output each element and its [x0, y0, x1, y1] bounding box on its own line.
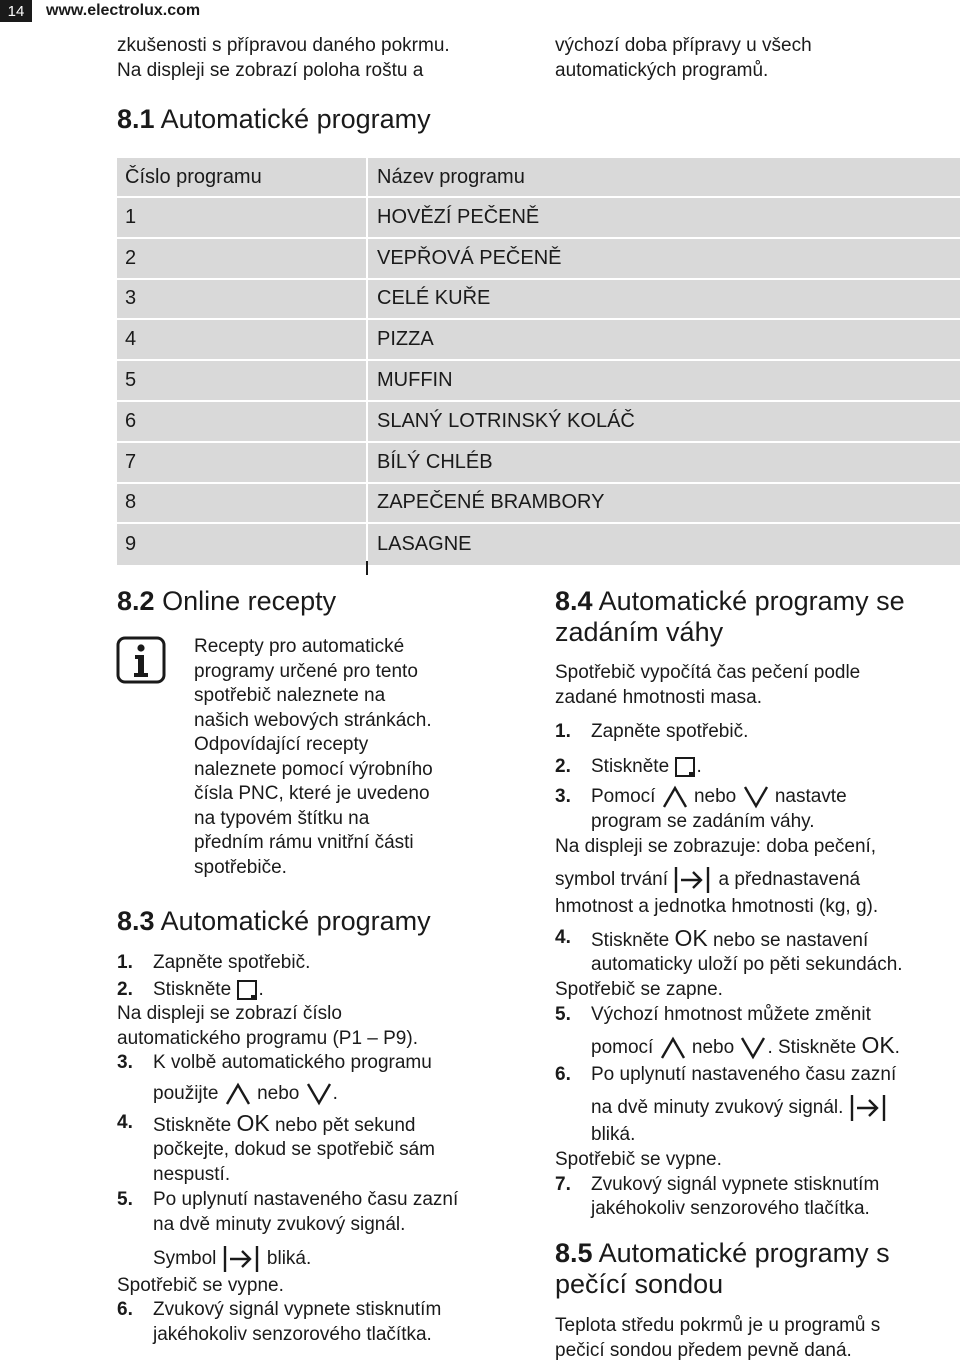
step-number: 3.	[555, 786, 571, 808]
step-text-part: nebo	[693, 786, 737, 808]
step-1	[117, 951, 517, 976]
step-text	[153, 1188, 517, 1273]
note-part: a přednastavená	[718, 869, 861, 891]
step-text-line: Výchozí hmotnost můžete změnit	[591, 1003, 871, 1025]
down-arrow-icon	[742, 785, 770, 809]
step-5-note: Spotřebič se vypne.	[117, 1274, 284, 1296]
program-number: 6	[117, 402, 368, 441]
step-text-line	[591, 1093, 955, 1123]
page-number: 14	[0, 0, 32, 22]
table-header-name: Název programu	[377, 165, 525, 188]
section-title: pečící sondou	[555, 1269, 724, 1299]
note-line: spotřebiče.	[194, 856, 287, 878]
program-number: 1	[117, 198, 368, 237]
program-name: PIZZA	[377, 328, 434, 351]
step-number: 3.	[117, 1052, 133, 1074]
step-text-part: použijte	[153, 1082, 219, 1104]
intro-left-line: Na displeji se zobrazí poloha roštu a	[117, 59, 424, 81]
duration-icon	[222, 1244, 262, 1274]
step-text-line: Zvukový signál vypnete stisknutím	[153, 1299, 442, 1321]
step-3	[555, 785, 955, 834]
ok-icon: OK	[674, 924, 708, 951]
ok-icon: OK	[236, 1109, 270, 1136]
table-row	[117, 524, 960, 565]
step-text-part: .	[332, 1082, 338, 1104]
step-number: 7.	[555, 1173, 571, 1195]
step-number: 1.	[555, 721, 571, 743]
step-text-part: nastavte	[774, 786, 847, 808]
program-name: SLANÝ LOTRINSKÝ KOLÁČ	[377, 409, 635, 432]
step-1	[555, 720, 955, 745]
step-text-part: nebo se nastavení	[712, 929, 869, 951]
step-text-part: Symbol	[153, 1247, 217, 1269]
table-row	[117, 361, 960, 402]
heading-8-1	[117, 104, 431, 135]
down-arrow-icon	[305, 1082, 333, 1106]
display-note	[555, 865, 955, 895]
step-number: 6.	[555, 1063, 571, 1085]
step-text-line: jakéhokoliv senzorového tlačítka.	[591, 1198, 870, 1220]
info-icon	[116, 636, 166, 684]
step-text-line	[591, 926, 955, 954]
step-text-line	[153, 1082, 517, 1107]
step-number: 5.	[555, 1003, 571, 1025]
note-line: spotřebič naleznete na	[194, 685, 386, 706]
section-title: Automatické programy	[160, 104, 431, 134]
step-5	[555, 1003, 955, 1061]
program-number: 8	[117, 484, 368, 523]
step-text-line	[591, 1033, 955, 1061]
duration-icon	[673, 865, 713, 895]
paragraph-line: Spotřebič vypočítá čas pečení podle	[555, 662, 861, 683]
heading-8-2	[117, 586, 336, 617]
table-row	[117, 198, 960, 239]
step-number: 4.	[117, 1111, 133, 1133]
intro-right-line: výchozí doba přípravy u všech	[555, 35, 812, 56]
table-row	[117, 239, 960, 280]
step-text-line: program se zadáním váhy.	[591, 810, 815, 832]
paragraph-line: pečicí sondou předem pevně daná.	[555, 1339, 852, 1361]
step-text-part: .	[258, 978, 264, 1000]
paragraph-line: Teplota středu pokrmů je u programů s	[555, 1315, 881, 1336]
up-arrow-icon	[661, 785, 689, 809]
heading-line	[555, 1238, 890, 1269]
step-5	[117, 1188, 517, 1273]
steps-8-3	[117, 951, 517, 1347]
step-text	[153, 1111, 517, 1188]
step-number: 5.	[117, 1189, 133, 1211]
step-6	[117, 1298, 517, 1347]
step-text-part: Stiskněte	[153, 978, 232, 1000]
step-text-part: nebo pět sekund	[274, 1114, 416, 1136]
step-text	[591, 785, 955, 834]
note-line: Recepty pro automatické	[194, 636, 405, 657]
program-table	[117, 158, 960, 565]
step-text-line	[153, 1111, 517, 1139]
step-text	[591, 1063, 955, 1148]
program-name: MUFFIN	[377, 369, 453, 392]
step-4	[117, 1111, 517, 1188]
program-number: 7	[117, 443, 368, 482]
step-4-note: Spotřebič se zapne.	[555, 978, 723, 1000]
table-row	[117, 484, 960, 525]
step-text	[591, 755, 955, 780]
program-button-icon	[674, 756, 696, 778]
ok-icon: OK	[861, 1032, 895, 1059]
display-note: hmotnost a jednotka hmotnosti (kg, g).	[555, 896, 879, 918]
section-number: 8.2	[117, 586, 155, 616]
note-part: symbol trvání	[555, 869, 668, 891]
step-number: 6.	[117, 1299, 133, 1321]
step-number: 4.	[555, 926, 571, 948]
table-header-number: Číslo programu	[117, 158, 368, 196]
table-row	[117, 443, 960, 484]
step-3	[117, 1051, 517, 1106]
step-text-part: Stiskněte	[591, 929, 670, 951]
note-line: na typovém štítku na	[194, 807, 370, 829]
section-number: 8.5	[555, 1238, 593, 1268]
step-text-part: . Stiskněte	[767, 1037, 857, 1059]
step-7	[555, 1173, 955, 1222]
step-text-part: nebo	[257, 1082, 300, 1104]
step-text-part: .	[696, 755, 702, 777]
program-name: BÍLÝ CHLÉB	[377, 450, 493, 473]
program-button-icon	[236, 979, 258, 1001]
program-name: LASAGNE	[377, 533, 472, 556]
step-text	[591, 1173, 955, 1222]
table-row	[117, 402, 960, 443]
table-header-row	[117, 158, 960, 198]
table-row	[117, 320, 960, 361]
site-url[interactable]: www.electrolux.com	[46, 2, 201, 19]
program-number: 9	[117, 524, 368, 565]
step-text-part: Pomocí	[591, 786, 656, 808]
step-text	[153, 978, 517, 1003]
down-arrow-icon	[739, 1036, 767, 1060]
program-number: 3	[117, 280, 368, 319]
note-line: naleznete pomocí výrobního	[194, 758, 433, 780]
table-row	[117, 280, 960, 321]
content-8-5	[555, 1314, 880, 1363]
section-number: 8.1	[117, 104, 155, 134]
intro-left	[117, 34, 450, 83]
step-text-line: automaticky uloží po pěti sekundách.	[591, 954, 903, 976]
step-number: 2.	[117, 978, 133, 1000]
heading-8-5	[555, 1238, 890, 1300]
up-arrow-icon	[659, 1036, 687, 1060]
heading-8-4	[555, 586, 905, 648]
duration-icon	[849, 1093, 889, 1123]
step-number: 1.	[117, 952, 133, 973]
program-number: 4	[117, 320, 368, 359]
step-text-part: pomocí	[591, 1037, 654, 1059]
step-text-line: K volbě automatického programu	[153, 1052, 432, 1074]
section-title: Automatické programy se	[598, 586, 905, 616]
intro-right	[555, 34, 812, 83]
program-name: VEPŘOVÁ PEČENĚ	[377, 246, 562, 269]
step-4	[555, 926, 955, 978]
note-line: našich webových stránkách.	[194, 709, 432, 731]
paragraph-line: zadané hmotnosti masa.	[555, 686, 763, 708]
section-number: 8.3	[117, 906, 155, 936]
intro-right-line: automatických programů.	[555, 59, 769, 81]
step-text-line	[153, 1244, 517, 1274]
step-text	[153, 1298, 517, 1347]
heading-8-3	[117, 906, 431, 937]
step-text	[591, 1003, 955, 1061]
step-text-line: bliká.	[591, 1124, 636, 1146]
step-text: Zapněte spotřebič.	[591, 721, 749, 743]
step-2-note: Na displeji se zobrazí číslo	[117, 1003, 342, 1025]
online-recipes-note	[194, 635, 433, 880]
note-line: čísla PNC, které je uvedeno	[194, 783, 430, 804]
step-text-part: .	[894, 1037, 900, 1059]
program-name: ZAPEČENÉ BRAMBORY	[377, 491, 605, 514]
step-number: 2.	[555, 755, 571, 777]
page-header	[0, 0, 200, 22]
step-text-line: nespustí.	[153, 1163, 231, 1185]
step-text-part: nebo	[691, 1037, 735, 1059]
program-number: 5	[117, 361, 368, 400]
program-number: 2	[117, 239, 368, 278]
section-title: zadáním váhy	[555, 617, 724, 647]
section-number: 8.4	[555, 586, 593, 616]
step-2	[117, 978, 517, 1003]
step-text-line: počkejte, dokud se spotřebič sám	[153, 1139, 435, 1161]
note-line: Odpovídající recepty	[194, 734, 369, 755]
step-text-line: na dvě minuty zvukový signál.	[153, 1213, 406, 1235]
step-2	[555, 755, 955, 780]
up-arrow-icon	[224, 1082, 252, 1106]
step-text-line: Po uplynutí nastaveného času zazní	[153, 1189, 459, 1211]
note-line: programy určené pro tento	[194, 660, 418, 682]
section-title: Automatické programy s	[598, 1238, 890, 1268]
step-text-line: Zvukový signál vypnete stisknutím	[591, 1173, 880, 1195]
step-text	[591, 926, 955, 978]
step-6-note: Spotřebič se vypne.	[555, 1148, 722, 1170]
table-divider	[366, 561, 368, 575]
step-text-part: Stiskněte	[591, 755, 670, 777]
intro-left-line: zkušenosti s přípravou daného pokrmu.	[117, 35, 450, 56]
program-name: HOVĚZÍ PEČENĚ	[377, 205, 540, 228]
step-text: Zapněte spotřebič.	[153, 952, 311, 973]
heading-line	[555, 586, 905, 617]
step-text-line: jakéhokoliv senzorového tlačítka.	[153, 1323, 432, 1345]
display-note: Na displeji se zobrazuje: doba pečení,	[555, 835, 877, 857]
content-8-4	[555, 661, 955, 1222]
program-name: CELÉ KUŘE	[377, 287, 491, 310]
step-2-note: automatického programu (P1 – P9).	[117, 1027, 418, 1049]
section-title: Automatické programy	[160, 906, 431, 936]
step-text-part: na dvě minuty zvukový signál.	[591, 1097, 844, 1119]
section-title: Online recepty	[162, 586, 337, 616]
step-text-part: bliká.	[266, 1247, 312, 1269]
step-6	[555, 1063, 955, 1148]
step-text	[153, 1051, 517, 1106]
note-line: předním rámu vnitřní části	[194, 832, 414, 853]
step-text-line	[591, 785, 955, 810]
step-text-part: Stiskněte	[153, 1114, 232, 1136]
step-text-line: Po uplynutí nastaveného času zazní	[591, 1063, 897, 1085]
